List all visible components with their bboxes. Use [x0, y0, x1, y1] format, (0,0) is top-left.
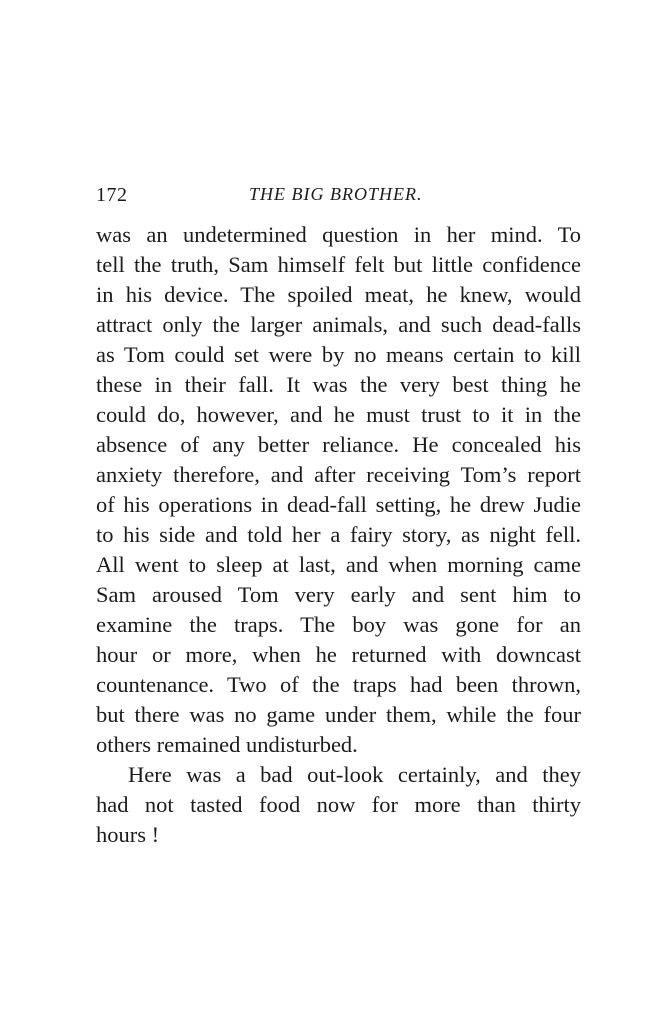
text-line: as Tom could set were by no means certain to kill [96, 342, 581, 367]
text-line-paragraph-start: Here was a bad out-look certainly, and they [128, 762, 581, 787]
text-line: anxiety therefore, and after receiving Tom’s report [96, 462, 581, 487]
body-text [96, 220, 581, 850]
text-line: Sam aroused Tom very early and sent him to [96, 582, 581, 607]
text-line-paragraph-end: hours ! [96, 822, 160, 847]
text-line: these in their fall. It was the very best thing he [96, 372, 581, 397]
text-line: but there was no game under them, while the four [96, 702, 581, 727]
text-line: had not tasted food now for more than thirty [96, 792, 581, 817]
text-line: tell the truth, Sam himself felt but little confidence [96, 252, 581, 277]
text-line-paragraph-end: others remained undisturbed. [96, 732, 358, 757]
text-line: hour or more, when he returned with downcast [96, 642, 581, 667]
text-line: was an undetermined question in her mind. To [96, 222, 581, 247]
text-line: absence of any better reliance. He concealed his [96, 432, 581, 457]
text-line: of his operations in dead-fall setting, he drew Judie [96, 492, 581, 517]
text-line: to his side and told her a fairy story, as night fell. [96, 522, 581, 547]
text-line: examine the traps. The boy was gone for an [96, 612, 581, 637]
page-number: 172 [96, 184, 128, 206]
text-line: in his device. The spoiled meat, he knew, would [96, 282, 581, 307]
text-line: could do, however, and he must trust to it in the [96, 402, 581, 427]
text-line: countenance. Two of the traps had been thrown, [96, 672, 581, 697]
running-title: THE BIG BROTHER. [249, 184, 423, 204]
text-line: All went to sleep at last, and when morning came [96, 552, 581, 577]
running-head [96, 180, 581, 210]
text-line: attract only the larger animals, and such dead-falls [96, 312, 581, 337]
